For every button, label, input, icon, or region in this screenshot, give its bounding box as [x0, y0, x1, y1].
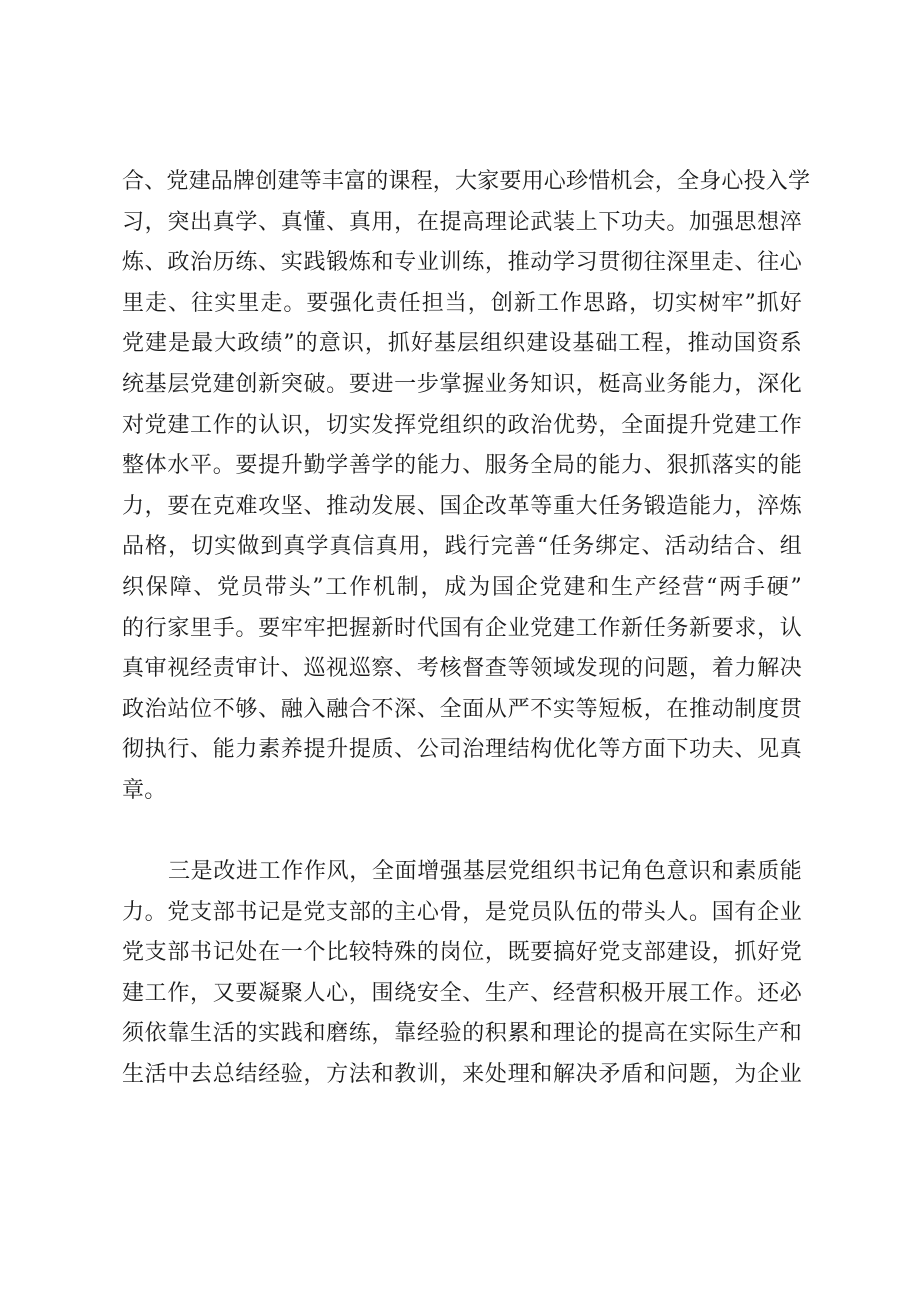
text-line: 整体水平。要提升勤学善学的能力、服务全局的能力、狠抓落实的能	[122, 453, 802, 479]
text-line: 章。	[122, 777, 167, 803]
text-line: 品格，切实做到真学真信真用，践行完善“任务绑定、活动结合、组	[122, 534, 802, 560]
text-line: 党建是最大政绩”的意识，抓好基层组织建设基础工程，推动国资系	[122, 331, 802, 357]
text-line: 炼、政治历练、实践锻炼和专业训练，推动学习贯彻往深里走、往心	[122, 250, 802, 276]
text-line: 的行家里手。要牢牢把握新时代国有企业党建工作新任务新要求，认	[122, 615, 802, 641]
text-line: 政治站位不够、融入融合不深、全面从严不实等短板，在推动制度贯	[122, 696, 802, 722]
text-line: 合、党建品牌创建等丰富的课程，大家要用心珍惜机会，全身心投入学	[122, 169, 811, 194]
text-line: 建工作，又要凝聚人心，围绕安全、生产、经营积极开展工作。还必	[122, 980, 802, 1006]
text-line: 真审视经责审计、巡视巡察、考核督查等领域发现的问题，着力解决	[122, 656, 802, 682]
text-line: 习，突出真学、真懂、真用，在提高理论武装上下功夫。加强思想淬	[122, 209, 802, 235]
text-line: 生活中去总结经验，方法和教训，来处理和解决矛盾和问题，为企业	[122, 1062, 802, 1088]
text-line: 对党建工作的认识，切实发挥党组织的政治优势，全面提升党建工作	[122, 412, 802, 438]
text-line: 彻执行、能力素养提升提质、公司治理结构优化等方面下功夫、见真	[122, 737, 802, 763]
text-line: 统基层党建创新突破。要进一步掌握业务知识，梃高业务能力，深化	[122, 371, 802, 397]
text-line: 里走、往实里走。要强化责任担当，创新工作思路，切实树牢”抓好	[122, 290, 802, 316]
paragraph-gap	[122, 812, 802, 853]
paragraph-start-line: 三是改进工作作风，全面增强基层党组织书记角色意识和素质能	[168, 859, 802, 885]
text-line: 须依靠生活的实践和磨练，靠经验的积累和理论的提高在实际生产和	[122, 1021, 802, 1047]
text-line: 力，要在克难攻坚、推动发展、国企改革等重大任务锻造能力，淬炼	[122, 493, 802, 519]
text-line: 织保障、党员带头”工作机制，成为国企党建和生产经营“两手硬”	[122, 574, 802, 600]
text-line: 力。党支部书记是党支部的主心骨，是党员队伍的带头人。国有企业	[122, 899, 802, 925]
text-line: 党支部书记处在一个比较特殊的岗位，既要搞好党支部建设，抓好党	[122, 940, 802, 966]
body-text	[122, 162, 811, 1096]
